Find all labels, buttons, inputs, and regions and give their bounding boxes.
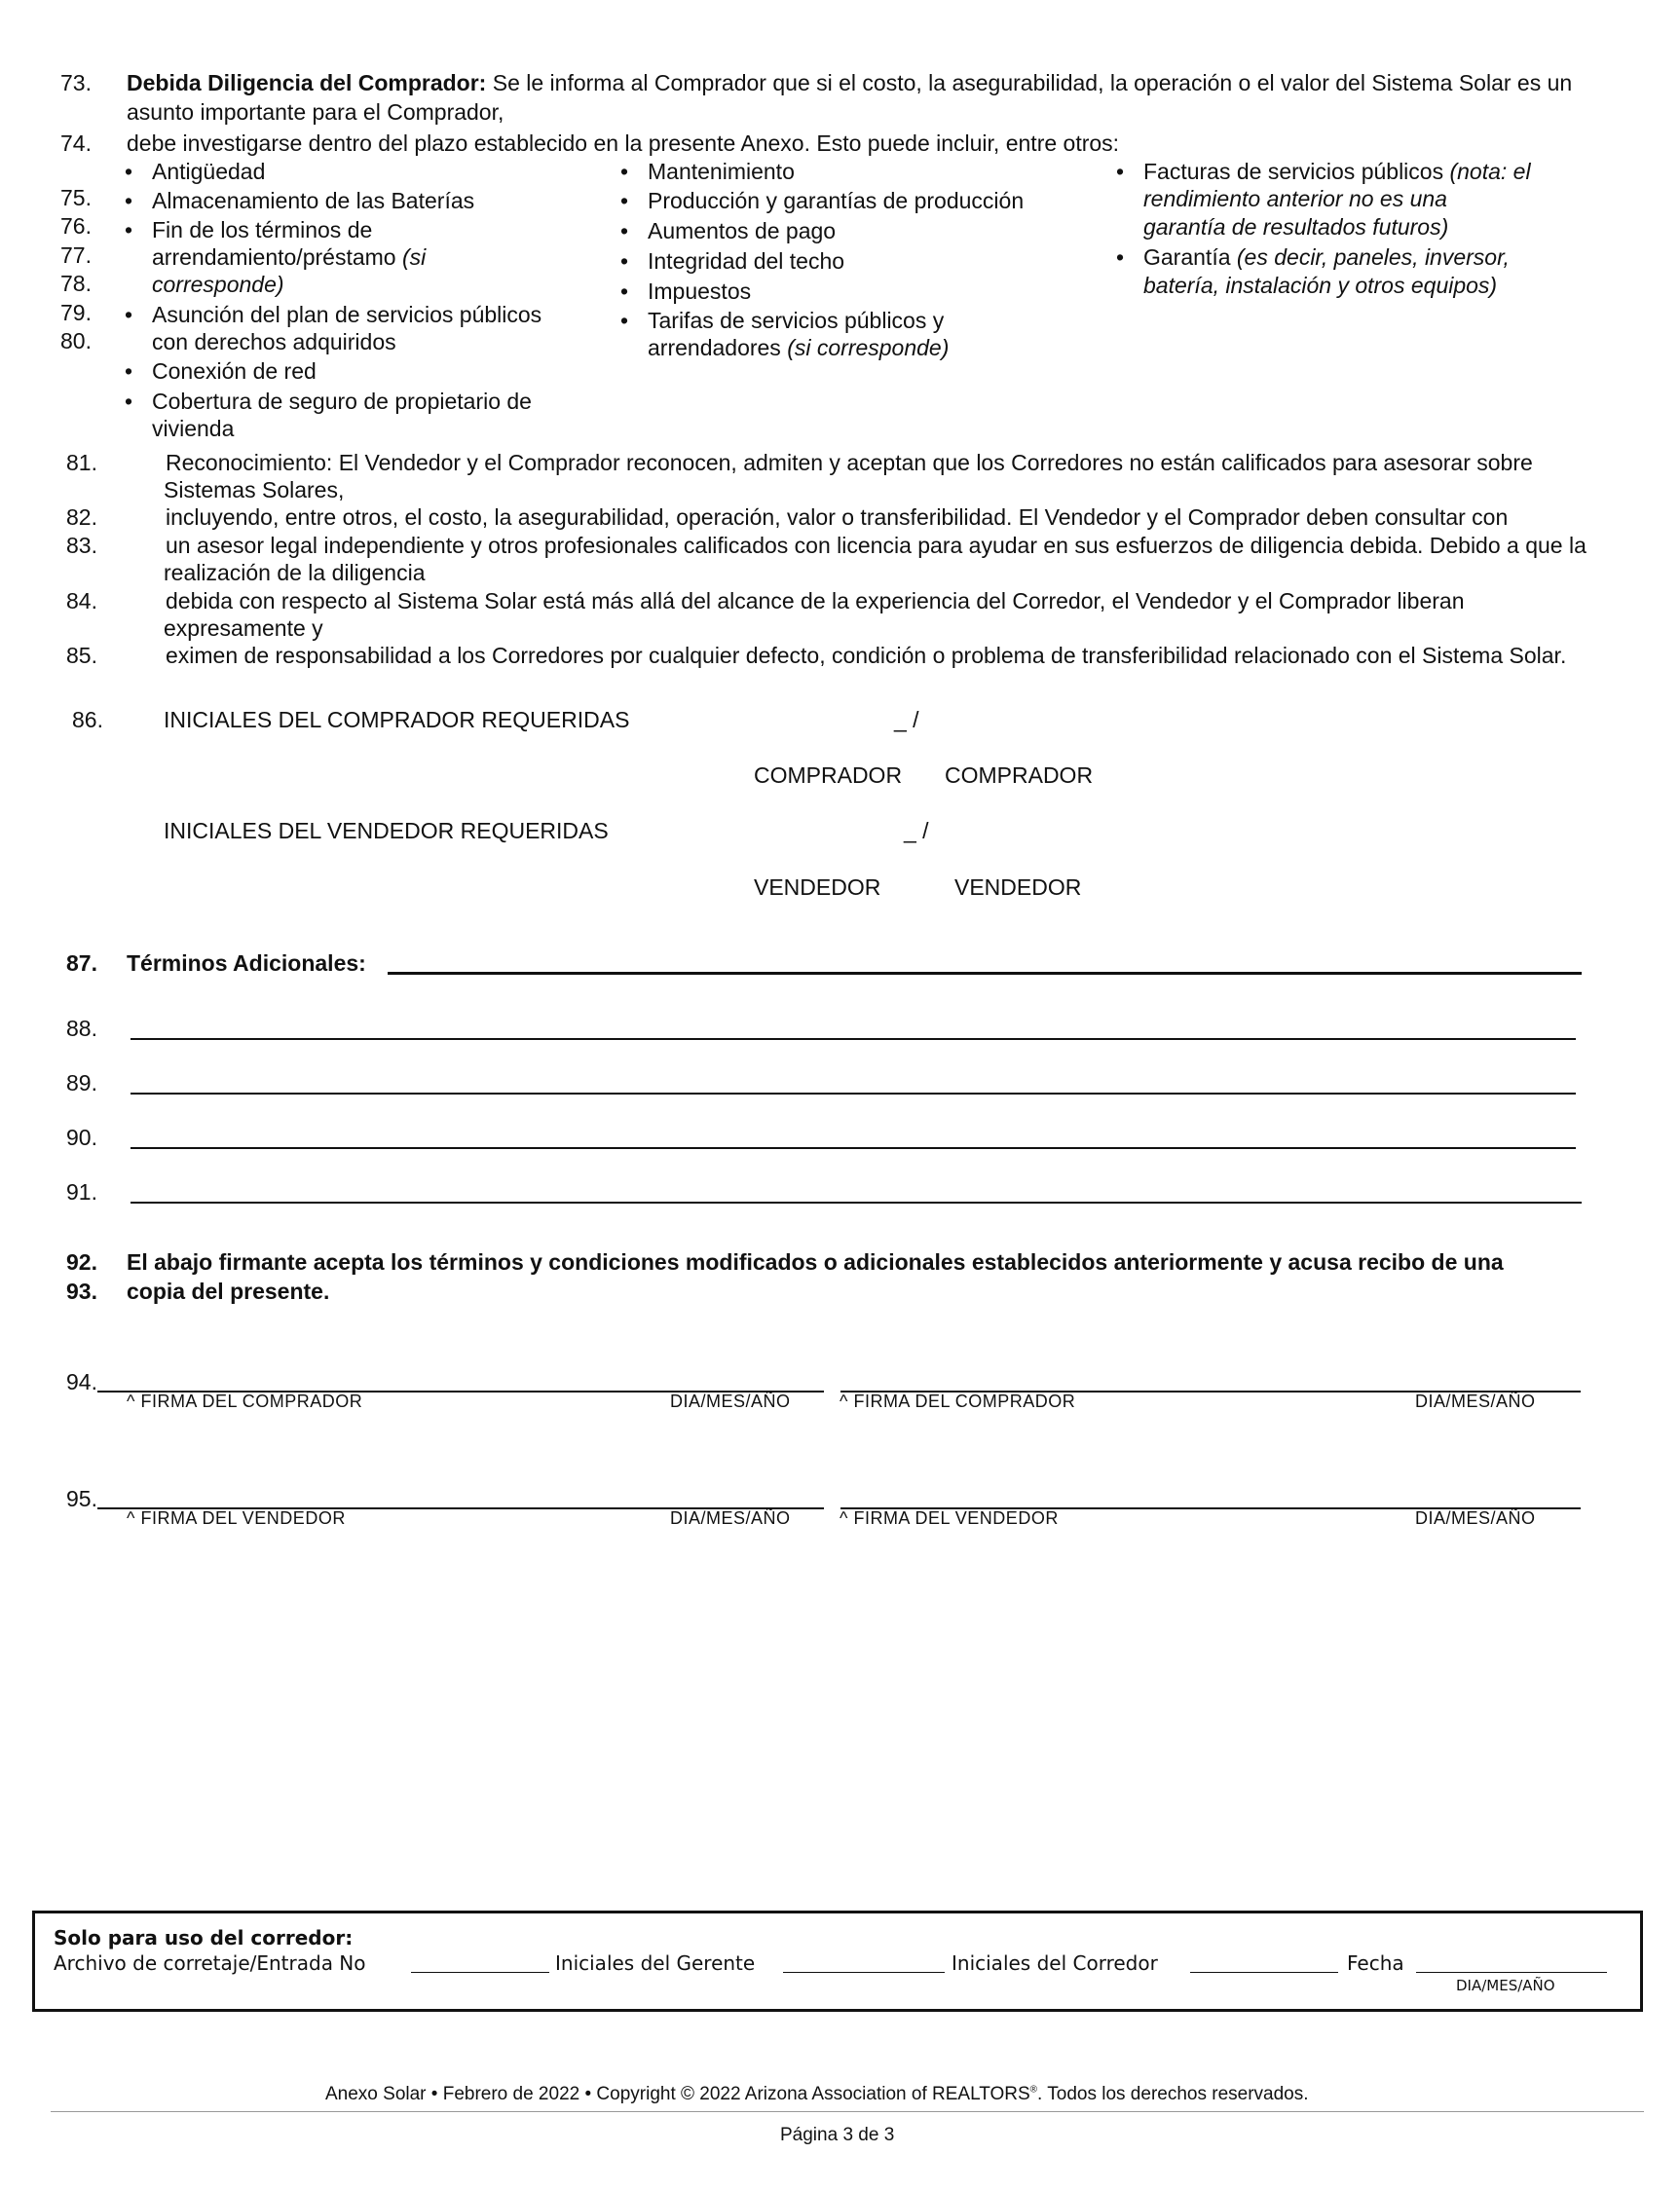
list-item: [1143, 159, 1531, 185]
acknowledgment-text: Reconocimiento: El Vendedor y el Comprador reconocen, admiten y aceptan que los Corredores no están calificados para asesorar sobre: [166, 450, 1533, 475]
broker-date-format: DIA/MES/AÑO: [1456, 1977, 1555, 1994]
line-number: 93.: [66, 1279, 97, 1304]
line-number: 73.: [60, 70, 92, 95]
list-item: [1143, 244, 1510, 271]
line-number: 78.: [60, 271, 92, 296]
broker-initials-field[interactable]: [1190, 1972, 1338, 1973]
acknowledgment-text: eximen de responsabilidad a los Corredores por cualquier defecto, condición o problema de transferibilidad relacionado con el Sistema Solar.: [166, 643, 1567, 668]
line-number: 86.: [72, 707, 103, 732]
line-number: 83.: [66, 533, 97, 558]
additional-terms-input-line[interactable]: [388, 972, 1582, 975]
line-number: 74.: [60, 130, 92, 156]
signature-caption: ^ FIRMA DEL COMPRADOR: [840, 1392, 1076, 1411]
broker-file-field[interactable]: [411, 1972, 549, 1973]
list-item-continued: vivienda: [152, 416, 235, 441]
section-heading: Debida Diligencia del Comprador:: [127, 70, 487, 95]
line-number: 95.: [66, 1486, 97, 1511]
line-number: 81.: [66, 450, 97, 475]
line-number: 87.: [66, 950, 97, 976]
list-item-continued: con derechos adquiridos: [152, 329, 396, 354]
broker-file-label: Archivo de corretaje/Entrada No: [54, 1951, 366, 1975]
list-item: • Impuestos: [648, 279, 751, 305]
line-number: 88.: [66, 1016, 97, 1041]
list-note: (nota: el: [1449, 159, 1531, 184]
list-item: • Integridad del techo: [648, 248, 844, 275]
acknowledgment-text: Sistemas Solares,: [164, 477, 345, 502]
page-number: Página 3 de 3: [780, 2125, 895, 2145]
list-note: (si corresponde): [787, 335, 950, 360]
registered-mark: ®: [1029, 2084, 1038, 2096]
list-note: (es decir, paneles, inversor,: [1236, 244, 1510, 270]
line-number: 76.: [60, 213, 92, 239]
list-item: • Mantenimiento: [648, 159, 795, 185]
acceptance-text: copia del presente.: [127, 1279, 330, 1304]
list-note: (si: [401, 244, 427, 270]
broker-initials-label: Iniciales del Corredor: [952, 1951, 1158, 1975]
list-item: • Conexión de red: [152, 358, 317, 385]
line-number: 89.: [66, 1070, 97, 1096]
additional-terms-label: Términos Adicionales:: [127, 950, 366, 976]
list-note: garantía de resultados futuros): [1143, 214, 1449, 240]
rights-text: . Todos los derechos reservados.: [1037, 2084, 1309, 2104]
list-item: • Antigüedad: [152, 159, 265, 185]
line-number: 94.: [66, 1369, 97, 1394]
seller-initials-label: INICIALES DEL VENDEDOR REQUERIDAS: [164, 818, 609, 843]
buyer-caption: COMPRADOR: [945, 762, 1094, 788]
acknowledgment-text: realización de la diligencia: [164, 560, 426, 585]
list-item: • Tarifas de servicios públicos y: [648, 308, 944, 334]
paragraph-text: debe investigarse dentro del plazo establecido en la presente Anexo. Esto puede incluir, entre otros:: [127, 130, 1120, 156]
line-number: 77.: [60, 242, 92, 268]
list-item: • Asunción del plan de servicios públicos: [152, 302, 541, 328]
list-note: corresponde): [152, 272, 284, 297]
acceptance-text: El abajo firmante acepta los términos y condiciones modificados o adicionales establecidos anteriormente y acusa recibo de una: [127, 1249, 1504, 1275]
additional-terms-input-line[interactable]: [131, 1093, 1576, 1095]
line-number: 84.: [66, 588, 97, 613]
date-caption: DIA/MES/AÑO: [670, 1508, 791, 1528]
line-number: 80.: [60, 328, 92, 353]
line-number: 90.: [66, 1125, 97, 1150]
date-caption: DIA/MES/AÑO: [670, 1392, 791, 1411]
list-item: • Producción y garantías de producción: [648, 188, 1024, 214]
additional-terms-input-line[interactable]: [131, 1147, 1576, 1149]
copyright-text: Anexo Solar • Febrero de 2022 • Copyright © 2022 Arizona Association of REALTORS: [325, 2084, 1030, 2104]
signature-caption: ^ FIRMA DEL VENDEDOR: [127, 1508, 346, 1528]
signature-caption: ^ FIRMA DEL COMPRADOR: [127, 1392, 363, 1411]
acknowledgment-text: incluyendo, entre otros, el costo, la asegurabilidad, operación, valor o transferibilidad. El Vendedor y el Comprador deben consultar con: [166, 504, 1509, 530]
footer-divider: [51, 2111, 1644, 2112]
broker-date-field[interactable]: [1416, 1972, 1607, 1973]
line-number: 79.: [60, 300, 92, 325]
seller-initials-field[interactable]: _ /: [904, 818, 929, 843]
manager-initials-label: Iniciales del Gerente: [555, 1951, 756, 1975]
due-diligence-paragraph: [127, 70, 1572, 96]
paragraph-text: asunto importante para el Comprador,: [127, 99, 504, 125]
buyer-caption: COMPRADOR: [754, 762, 903, 788]
list-item: • Aumentos de pago: [648, 218, 836, 244]
list-item-continued: [648, 335, 949, 361]
signature-caption: ^ FIRMA DEL VENDEDOR: [840, 1508, 1059, 1528]
buyer-initials-label: INICIALES DEL COMPRADOR REQUERIDAS: [164, 707, 630, 732]
paragraph-text: Se le informa al Comprador que si el costo, la asegurabilidad, la operación o el valor del Sistema Solar es un: [486, 70, 1573, 95]
list-text: arrendamiento/préstamo: [152, 244, 396, 270]
footer-copyright: [325, 2084, 1309, 2105]
line-number: 82.: [66, 504, 97, 530]
list-item: • Fin de los términos de: [152, 217, 372, 243]
list-text: arrendadores: [648, 335, 781, 360]
seller-caption: VENDEDOR: [754, 874, 881, 900]
buyer-initials-field[interactable]: _ /: [894, 707, 919, 732]
date-caption: DIA/MES/AÑO: [1415, 1508, 1536, 1528]
manager-initials-field[interactable]: [783, 1972, 945, 1973]
list-note: batería, instalación y otros equipos): [1143, 273, 1498, 298]
line-number: 92.: [66, 1249, 97, 1275]
list-note: rendimiento anterior no es una: [1143, 186, 1447, 211]
acknowledgment-text: debida con respecto al Sistema Solar está más allá del alcance de la experiencia del Corredor, el Vendedor y el Comprador liberan: [166, 588, 1465, 613]
list-item-continued: [152, 244, 426, 271]
line-number: 91.: [66, 1179, 97, 1205]
additional-terms-input-line[interactable]: [131, 1202, 1582, 1204]
list-text: Facturas de servicios públicos: [1143, 159, 1444, 184]
list-item: • Cobertura de seguro de propietario de: [152, 389, 532, 415]
line-number: 75.: [60, 185, 92, 210]
list-item: • Almacenamiento de las Baterías: [152, 188, 474, 214]
date-caption: DIA/MES/AÑO: [1415, 1392, 1536, 1411]
broker-date-label: Fecha: [1347, 1951, 1404, 1975]
additional-terms-input-line[interactable]: [131, 1038, 1576, 1040]
acknowledgment-text: un asesor legal independiente y otros profesionales calificados con licencia para ayudar en sus esfuerzos de diligencia debida. Debido a que la: [166, 533, 1587, 558]
list-text: Garantía: [1143, 244, 1231, 270]
seller-caption: VENDEDOR: [954, 874, 1082, 900]
acknowledgment-text: expresamente y: [164, 615, 323, 641]
broker-box-title: Solo para uso del corredor:: [54, 1926, 354, 1950]
line-number: 85.: [66, 643, 97, 668]
